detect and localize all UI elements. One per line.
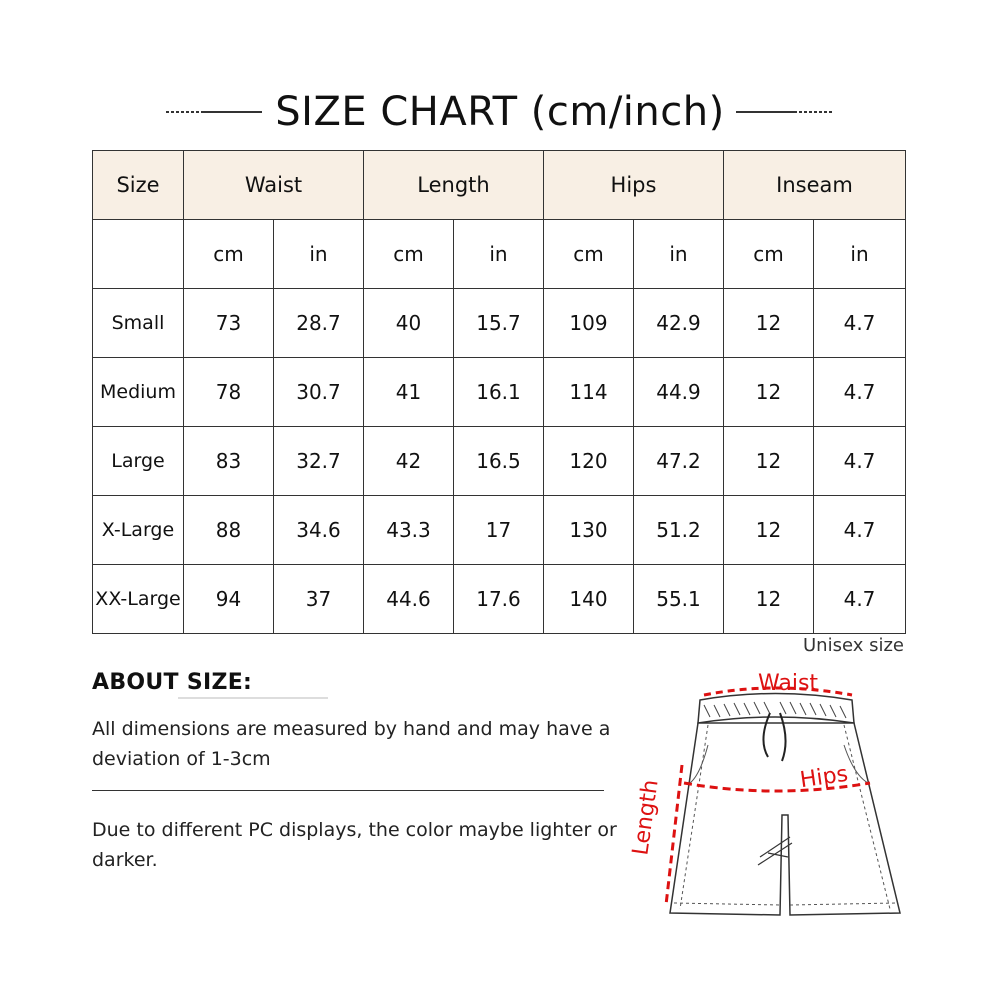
value-cell: 32.7 <box>274 427 364 496</box>
value-cell: 42 <box>364 427 454 496</box>
value-cell: 17 <box>454 496 544 565</box>
size-name-cell: XX-Large <box>93 565 184 634</box>
value-cell: 4.7 <box>814 427 906 496</box>
table-row <box>93 565 906 634</box>
value-cell: 16.1 <box>454 358 544 427</box>
value-cell: 37 <box>274 565 364 634</box>
size-table <box>92 150 906 634</box>
value-cell: 12 <box>724 427 814 496</box>
about-size-title-text: ABOUT SIZE: <box>92 670 253 695</box>
unisex-note: Unisex size <box>803 635 904 656</box>
value-cell: 43.3 <box>364 496 454 565</box>
value-cell: 4.7 <box>814 289 906 358</box>
header-waist: Waist <box>184 151 364 220</box>
table-units-row <box>93 220 906 289</box>
value-cell: 114 <box>544 358 634 427</box>
title-underline <box>178 697 328 699</box>
unit-cell: in <box>814 220 906 289</box>
title-decoration-right <box>736 111 832 113</box>
value-cell: 130 <box>544 496 634 565</box>
header-size: Size <box>93 151 184 220</box>
value-cell: 47.2 <box>634 427 724 496</box>
unit-cell: in <box>634 220 724 289</box>
value-cell: 4.7 <box>814 358 906 427</box>
value-cell: 51.2 <box>634 496 724 565</box>
header-length: Length <box>364 151 544 220</box>
table-header-row <box>93 151 906 220</box>
unit-cell: cm <box>364 220 454 289</box>
table-row <box>93 427 906 496</box>
unit-cell: in <box>454 220 544 289</box>
value-cell: 4.7 <box>814 565 906 634</box>
size-name-cell: X-Large <box>93 496 184 565</box>
value-cell: 55.1 <box>634 565 724 634</box>
value-cell: 12 <box>724 496 814 565</box>
about-size-text-2: Due to different PC displays, the color maybe lighter or darker. <box>92 819 617 871</box>
value-cell: 34.6 <box>274 496 364 565</box>
divider-line <box>92 790 604 791</box>
value-cell: 12 <box>724 565 814 634</box>
waist-label: Waist <box>758 671 819 696</box>
about-size-text-1: All dimensions are measured by hand and may have a deviation of 1-3cm <box>92 718 611 770</box>
unit-cell: in <box>274 220 364 289</box>
shorts-illustration <box>630 665 910 925</box>
table-row <box>93 289 906 358</box>
value-cell: 140 <box>544 565 634 634</box>
table-row <box>93 358 906 427</box>
value-cell: 12 <box>724 289 814 358</box>
value-cell: 28.7 <box>274 289 364 358</box>
size-name-cell: Medium <box>93 358 184 427</box>
value-cell: 88 <box>184 496 274 565</box>
size-name-cell: Large <box>93 427 184 496</box>
value-cell: 73 <box>184 289 274 358</box>
size-name-cell: Small <box>93 289 184 358</box>
value-cell: 83 <box>184 427 274 496</box>
value-cell: 30.7 <box>274 358 364 427</box>
value-cell: 41 <box>364 358 454 427</box>
about-size-title <box>92 670 252 695</box>
value-cell: 4.7 <box>814 496 906 565</box>
value-cell: 16.5 <box>454 427 544 496</box>
unit-cell: cm <box>184 220 274 289</box>
value-cell: 94 <box>184 565 274 634</box>
header-inseam: Inseam <box>724 151 906 220</box>
shorts-diagram <box>630 665 910 925</box>
value-cell: 120 <box>544 427 634 496</box>
value-cell: 44.6 <box>364 565 454 634</box>
value-cell: 109 <box>544 289 634 358</box>
length-label: Length <box>628 778 664 857</box>
unit-cell: cm <box>544 220 634 289</box>
value-cell: 12 <box>724 358 814 427</box>
value-cell: 40 <box>364 289 454 358</box>
value-cell: 44.9 <box>634 358 724 427</box>
header-hips: Hips <box>544 151 724 220</box>
page-title: SIZE CHART (cm/inch) <box>275 89 725 135</box>
value-cell: 17.6 <box>454 565 544 634</box>
value-cell: 42.9 <box>634 289 724 358</box>
units-empty-cell <box>93 220 184 289</box>
value-cell: 15.7 <box>454 289 544 358</box>
table-row <box>93 496 906 565</box>
value-cell: 78 <box>184 358 274 427</box>
title-bar <box>0 82 1000 142</box>
hips-label: Hips <box>798 761 850 794</box>
unit-cell: cm <box>724 220 814 289</box>
